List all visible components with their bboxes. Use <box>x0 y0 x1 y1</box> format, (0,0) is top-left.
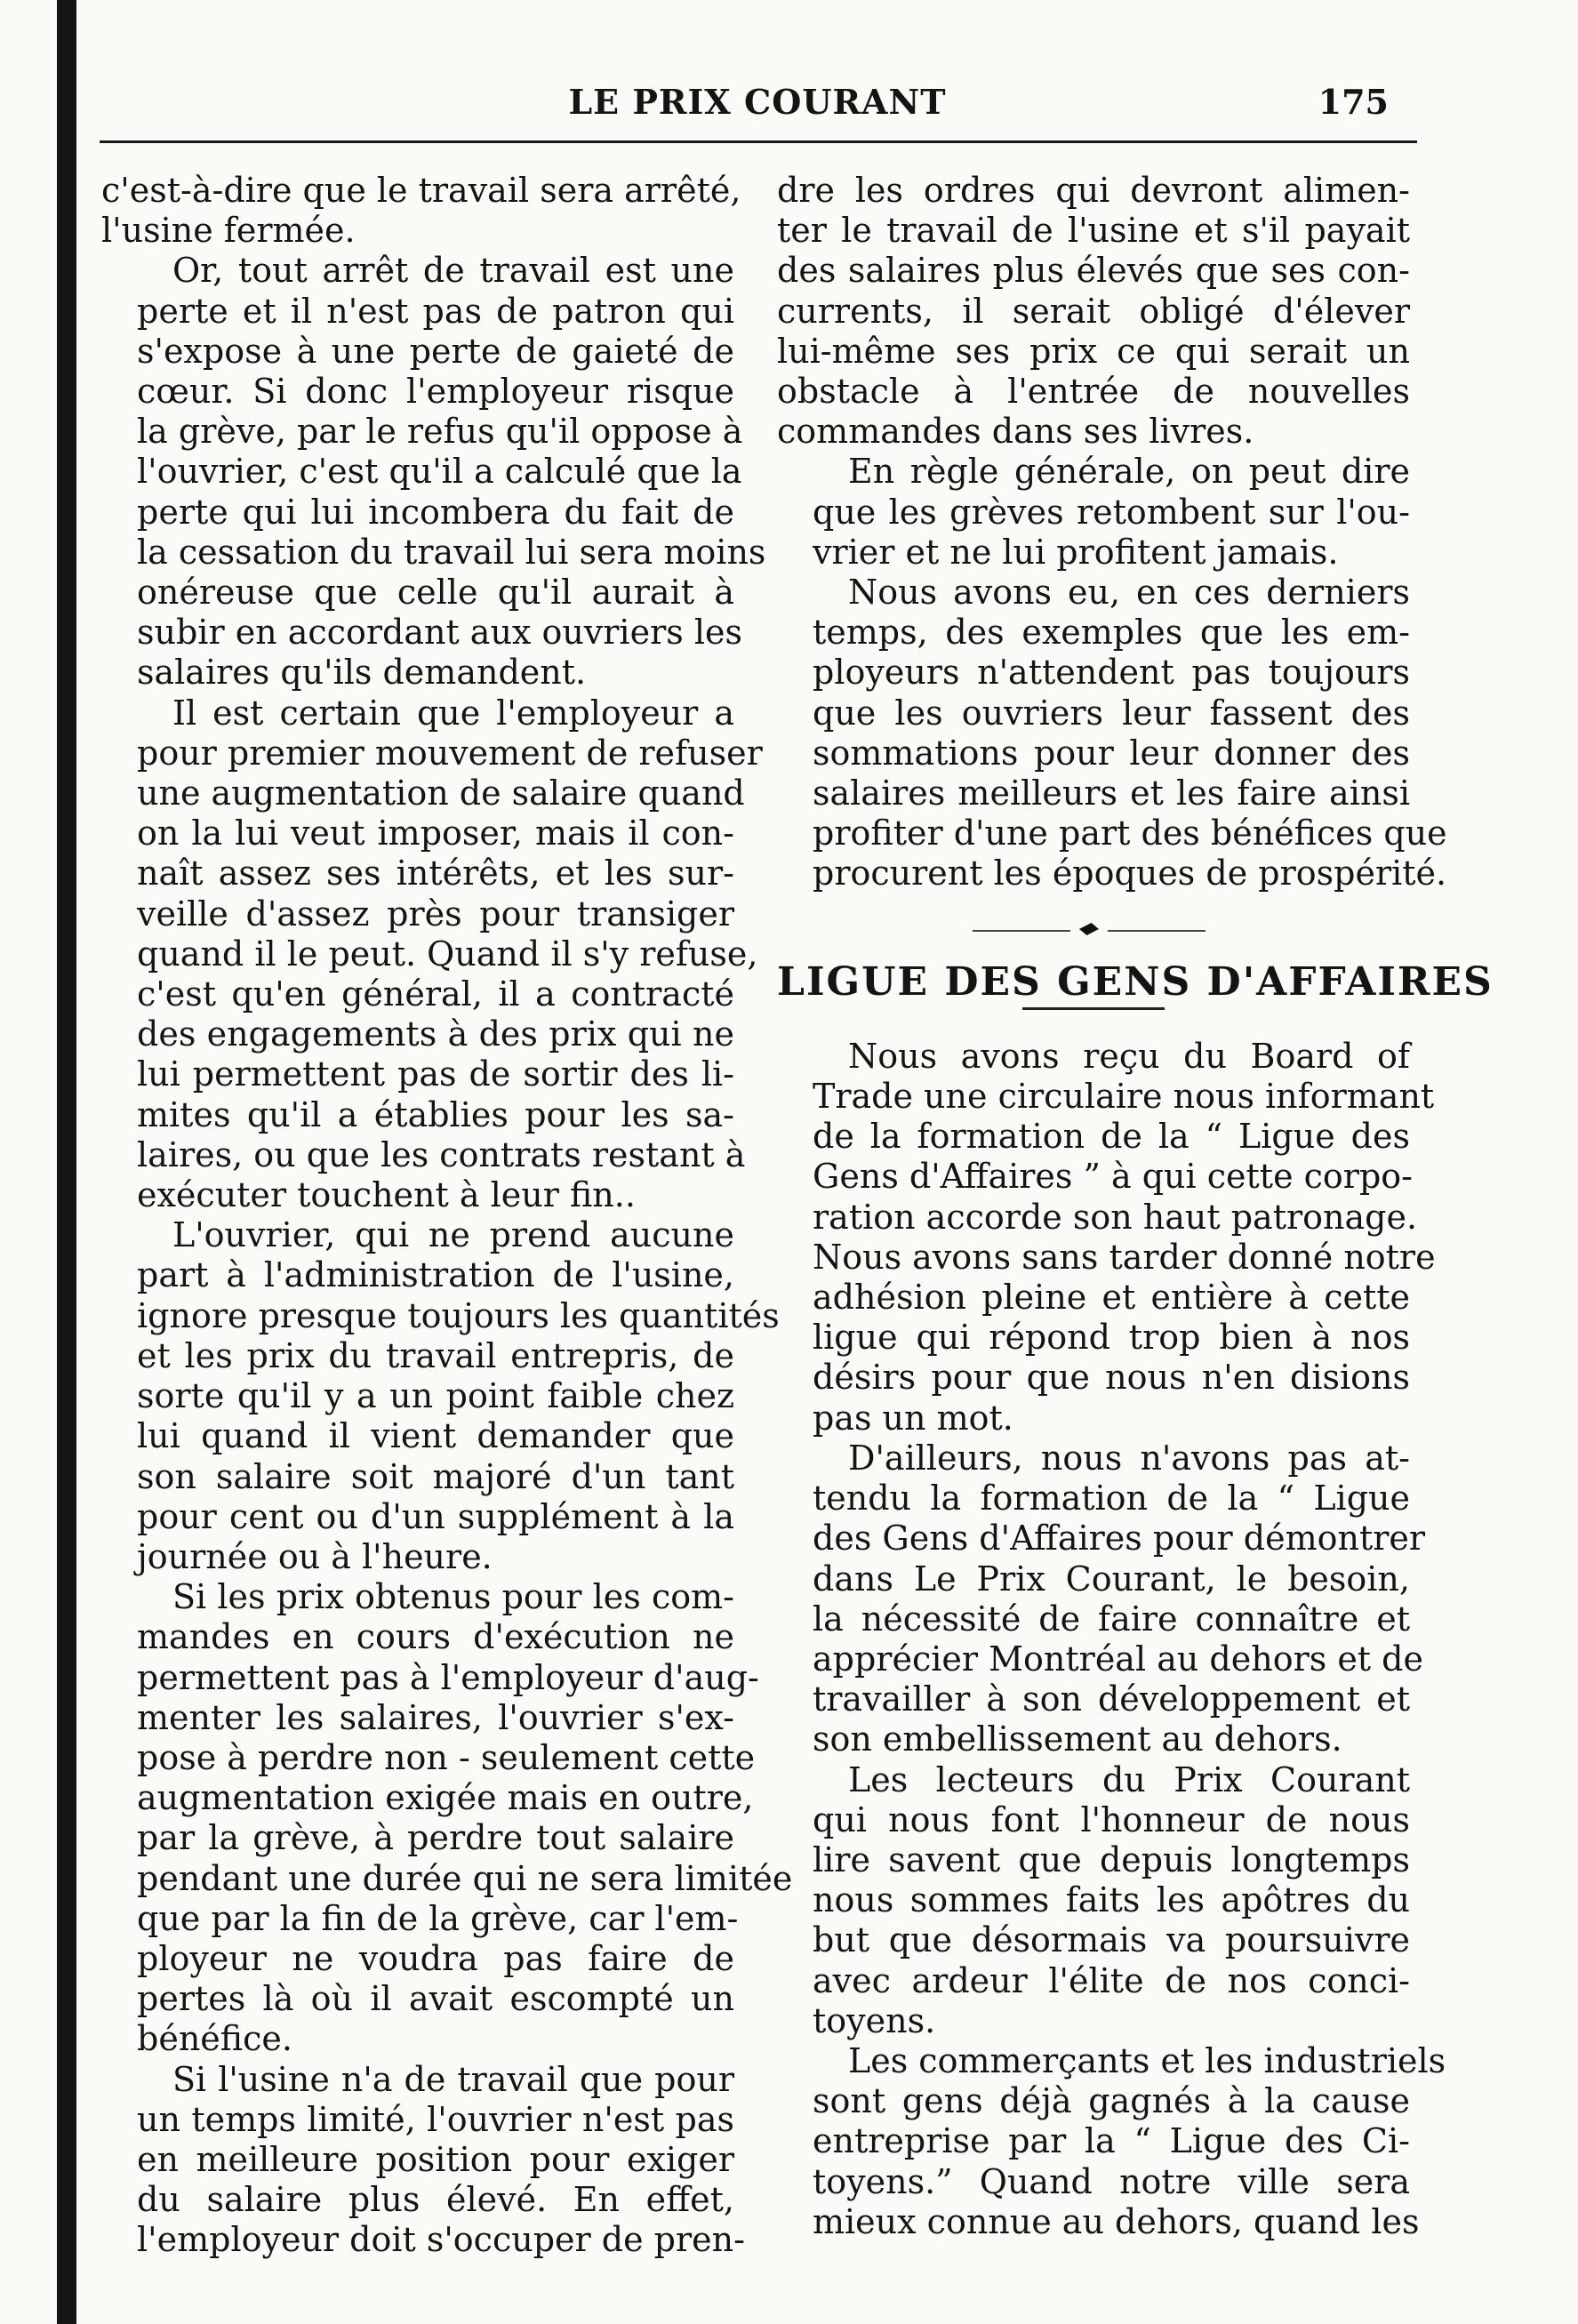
paragraph <box>777 1760 1410 2041</box>
left-column <box>101 171 793 2261</box>
text-line: augmentation exigée mais en outre, <box>137 1778 754 1818</box>
text-line: ployeur ne voudra pas faire de <box>137 1938 734 1978</box>
text-line: désirs pour que nous n'en disions <box>813 1358 1410 1398</box>
text-line: Si les prix obtenus pour les com- <box>172 1577 734 1617</box>
page-header <box>100 73 1415 126</box>
text-line: dre les ordres qui devront alimen- <box>777 171 1410 210</box>
text-line: que par la fin de la grève, car l'em- <box>137 1898 739 1938</box>
section-title-rule <box>1022 1007 1165 1010</box>
paragraph <box>101 693 763 1216</box>
text-line: Trade une circulaire nous informant <box>813 1077 1435 1117</box>
text-line: pertes là où il avait escompté un <box>137 1979 734 2019</box>
right-column-bottom-text <box>777 1036 1446 2242</box>
section-title: LIGUE DES GENS D'AFFAIRES <box>777 958 1494 1005</box>
text-line: des engagements à des prix qui ne <box>137 1014 734 1054</box>
text-line: que les ouvriers leur fassent des <box>813 693 1410 733</box>
text-line: Nous avons eu, en ces derniers <box>848 573 1410 613</box>
text-line: et les prix du travail entrepris, de <box>137 1335 734 1375</box>
text-line: Il est certain que l'employeur a <box>172 693 734 733</box>
text-line: lire savent que depuis longtemps <box>813 1839 1410 1879</box>
text-line: veille d'assez près pour transiger <box>137 894 734 934</box>
text-line: Nous avons reçu du Board of <box>848 1036 1410 1076</box>
paragraph <box>777 1438 1426 1760</box>
text-line: vrier et ne lui profitent jamais. <box>813 532 1339 572</box>
text-line: son salaire soit majoré d'un tant <box>137 1456 734 1496</box>
text-line: sommations pour leur donner des <box>813 733 1410 773</box>
text-line: des salaires plus élevés que ses con- <box>777 251 1410 291</box>
text-line: but que désormais va poursuivre <box>813 1920 1410 1960</box>
text-line: ployeurs n'attendent pas toujours <box>813 653 1410 693</box>
text-line: avec ardeur l'élite de nos conci- <box>813 1960 1410 2000</box>
text-line: salaires meilleurs et les faire ainsi <box>813 773 1410 813</box>
paragraph <box>777 1036 1436 1438</box>
paragraph <box>777 452 1410 573</box>
text-line: travailler à son développement et <box>813 1679 1410 1719</box>
text-line: nous sommes faits les apôtres du <box>813 1880 1410 1920</box>
text-line: en meilleure position pour exiger <box>137 2139 734 2179</box>
text-line: qui nous font l'honneur de nous <box>813 1799 1410 1839</box>
text-line: on la lui veut imposer, mais il con- <box>137 813 734 853</box>
text-line: mandes en cours d'exécution ne <box>137 1617 734 1657</box>
text-line: onéreuse que celle qu'il aurait à <box>137 573 734 613</box>
text-line: part à l'administration de l'usine, <box>137 1255 734 1295</box>
header-rule <box>100 140 1417 143</box>
text-line: Si l'usine n'a de travail que pour <box>172 2059 734 2099</box>
text-line: l'employeur doit s'occuper de pren- <box>137 2220 745 2260</box>
section-divider-ornament <box>777 905 1410 955</box>
text-line: currents, il serait obligé d'élever <box>777 291 1410 331</box>
text-line: sont gens déjà gagnés à la cause <box>813 2081 1410 2121</box>
text-line: pendant une durée qui ne sera limitée <box>137 1858 793 1898</box>
text-line: s'expose à une perte de gaieté de <box>137 331 734 371</box>
text-line: En règle générale, on peut dire <box>848 452 1410 492</box>
text-line: des Gens d'Affaires pour démontrer <box>813 1519 1426 1559</box>
paragraph <box>101 2059 745 2261</box>
text-line: apprécier Montréal au dehors et de <box>813 1639 1423 1679</box>
text-line: exécuter touchent à leur fin.. <box>137 1175 636 1215</box>
text-line: son embellissement au dehors. <box>813 1719 1342 1759</box>
text-line: la grève, par le refus qu'il oppose à <box>137 412 743 452</box>
text-line: adhésion pleine et entière à cette <box>813 1278 1410 1318</box>
text-line: Nous avons sans tarder donné notre <box>813 1237 1436 1277</box>
page-number: 175 <box>1318 82 1389 122</box>
text-line: du salaire plus élevé. En effet, <box>137 2180 734 2220</box>
paragraph <box>777 573 1447 894</box>
text-line: ligue qui répond trop bien à nos <box>813 1318 1410 1358</box>
text-line: ter le travail de l'usine et s'il payait <box>777 211 1410 251</box>
text-line: quand il le peut. Quand il s'y refuse, <box>137 934 758 974</box>
text-line: Les commerçants et les industriels <box>848 2040 1446 2080</box>
running-title: LE PRIX COURANT <box>568 82 947 122</box>
text-line: salaires qu'ils demandent. <box>137 653 587 693</box>
text-line: que les grèves retombent sur l'ou- <box>813 492 1410 532</box>
text-line: pour cent ou d'un supplément à la <box>137 1496 734 1536</box>
right-column <box>777 171 1494 2242</box>
text-line: cœur. Si donc l'employeur risque <box>137 372 734 412</box>
text-line: bénéfice. <box>137 2019 292 2059</box>
text-line: dans Le Prix Courant, le besoin, <box>813 1559 1410 1599</box>
text-line: pose à perdre non - seulement cette <box>137 1737 756 1777</box>
text-line: menter les salaires, l'ouvrier s'ex- <box>137 1697 734 1737</box>
right-column-top-text <box>777 171 1447 894</box>
text-line: perte qui lui incombera du fait de <box>137 492 734 532</box>
text-line: profiter d'une part des bénéfices que <box>813 813 1447 853</box>
text-line: la nécessité de faire connaître et <box>813 1599 1410 1639</box>
text-line: L'ouvrier, qui ne prend aucune <box>172 1215 734 1255</box>
text-line: ignore presque toujours les quantités <box>137 1295 780 1335</box>
text-line: obstacle à l'entrée de nouvelles <box>777 372 1410 412</box>
text-line: subir en accordant aux ouvriers les <box>137 613 742 653</box>
text-line: laires, ou que les contrats restant à <box>137 1134 746 1174</box>
paragraph <box>101 251 766 693</box>
paragraph <box>101 1215 780 1577</box>
text-line: mieux connue au dehors, quand les <box>813 2201 1420 2241</box>
text-line: lui permettent pas de sortir des li- <box>137 1054 734 1094</box>
text-line: c'est-à-dire que le travail sera arrêté, <box>101 171 741 210</box>
text-line: D'ailleurs, nous n'avons pas at- <box>848 1438 1410 1478</box>
text-line: procurent les époques de prospérité. <box>813 853 1447 894</box>
text-line: Les lecteurs du Prix Courant <box>848 1759 1410 1799</box>
paragraph <box>101 171 741 251</box>
paragraph <box>101 1577 793 2059</box>
text-line: tendu la formation de la “ Ligue <box>813 1479 1410 1519</box>
text-line: sorte qu'il y a un point faible chez <box>137 1376 734 1416</box>
text-line: lui-même ses prix ce qui serait un <box>777 331 1410 371</box>
text-line: toyens. <box>813 2000 936 2040</box>
text-line: temps, des exemples que les em- <box>813 613 1410 653</box>
text-line: entreprise par la “ Ligue des Ci- <box>813 2121 1410 2161</box>
text-line: ration accorde son haut patronage. <box>813 1197 1418 1237</box>
text-line: toyens.” Quand notre ville sera <box>813 2161 1410 2201</box>
text-line: de la formation de la “ Ligue des <box>813 1117 1410 1157</box>
text-line: permettent pas à l'employeur d'aug- <box>137 1657 759 1697</box>
text-line: naît assez ses intérêts, et les sur- <box>137 853 734 894</box>
text-line: journée ou à l'heure. <box>137 1536 493 1576</box>
text-line: perte et il n'est pas de patron qui <box>137 291 734 331</box>
text-line: un temps limité, l'ouvrier n'est pas <box>137 2099 734 2139</box>
text-line: commandes dans ses livres. <box>777 412 1254 452</box>
text-line: par la grève, à perdre tout salaire <box>137 1818 734 1858</box>
text-line: pas un mot. <box>813 1398 1013 1438</box>
paragraph <box>777 171 1410 452</box>
text-line: lui quand il vient demander que <box>137 1416 734 1456</box>
text-line: pour premier mouvement de refuser <box>137 733 763 773</box>
text-line: la cessation du travail lui sera moins <box>137 532 766 572</box>
page-binding-edge <box>57 0 76 2324</box>
text-line: mites qu'il a établies pour les sa- <box>137 1094 734 1134</box>
text-line: Or, tout arrêt de travail est une <box>172 251 734 291</box>
text-line: c'est qu'en général, il a contracté <box>137 974 734 1014</box>
text-line: l'usine fermée. <box>101 211 356 251</box>
text-line: Gens d'Affaires ” à qui cette corpo- <box>813 1157 1414 1197</box>
text-line: une augmentation de salaire quand <box>137 773 745 813</box>
paragraph <box>777 2040 1446 2242</box>
text-line: l'ouvrier, c'est qu'il a calculé que la <box>137 452 742 492</box>
